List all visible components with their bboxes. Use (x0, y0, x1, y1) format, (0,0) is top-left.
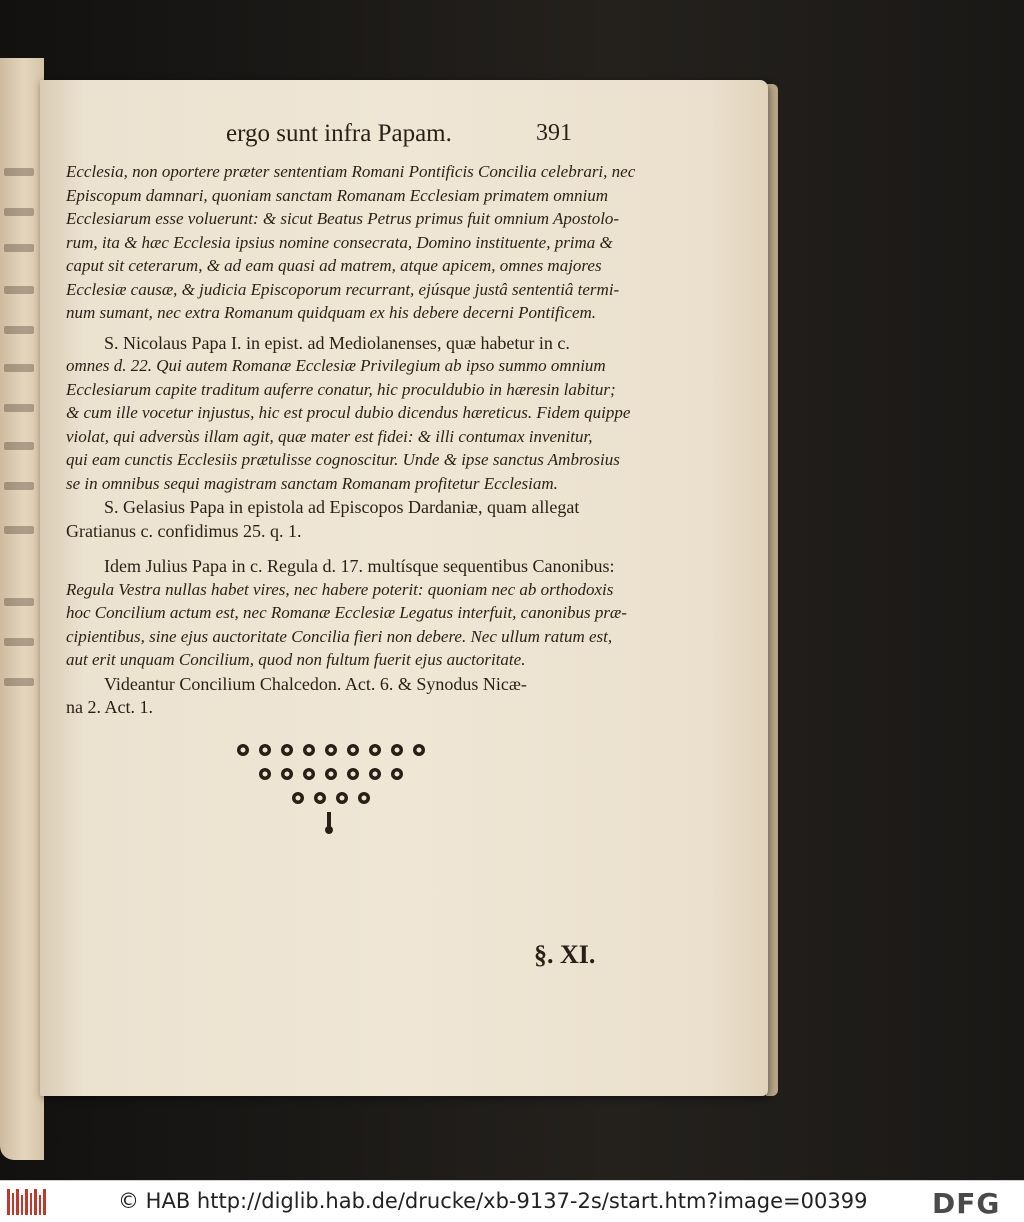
text-line: caput sit ceterarum, & ad eam quasi ad matrem, atque apicem, omnes majores (66, 256, 602, 275)
facing-page-text-fragment (4, 526, 34, 534)
text-line: rum, ita & hæc Ecclesia ipsius nomine consecrata, Domino instituente, prima & (66, 232, 613, 252)
catchword-section-mark: §. XI. (534, 940, 596, 969)
text-line: Episcopum damnari, quoniam sanctam Romanam Ecclesiam primatem omnium (66, 185, 609, 205)
text-line: hoc Concilium actum est, nec Romanæ Ecclesiæ Legatus interfuit, canonibus præ- (66, 603, 627, 622)
facing-page-edge (0, 58, 44, 1160)
facing-page-text-fragment (4, 168, 34, 176)
text-line: Idem Julius Papa in c. Regula d. 17. multísque sequentibus Canonibus: (104, 556, 615, 576)
facing-page-text-fragment (4, 404, 34, 412)
facing-page-text-fragment (4, 678, 34, 686)
text-line: Regula Vestra nullas habet vires, nec habere poterit: quoniam nec ab orthodoxis (66, 579, 614, 599)
text-line: Videantur Concilium Chalcedon. Act. 6. & Synodus Nicæ- (104, 673, 527, 694)
facing-page-text-fragment (4, 638, 34, 646)
text-line: aut erit unquam Concilium, quod non fultum fuerit ejus auctoritate. (66, 650, 526, 669)
text-line: Ecclesiarum capite traditum auferre conatur, hic proculdubio in hæresin labitur; (66, 379, 616, 399)
facing-page-text-fragment (4, 244, 34, 252)
text-line: num sumant, nec extra Romanum quidquam ex his debere decerni Pontificem. (66, 303, 597, 322)
text-line: Ecclesiarum esse voluerunt: & sicut Beatus Petrus primus fuit omnium Apostolo- (66, 209, 620, 228)
text-line: se in omnibus sequi magistram sanctam Romanam profitetur Ecclesiam. (66, 473, 558, 493)
facing-page-text-fragment (4, 286, 34, 294)
text-line: & cum ille vocetur injustus, hic est procul dubio dicendus hæreticus. Fidem quippe (66, 403, 631, 422)
page-number: 391 (536, 120, 572, 146)
dfg-logo: DFG (932, 1187, 1001, 1220)
printers-ornament-icon (233, 738, 433, 838)
text-line: S. Nicolaus Papa I. in epist. ad Mediolanenses, quæ habetur in c. (104, 332, 570, 353)
text-line: omnes d. 22. Qui autem Romanæ Ecclesiæ Privilegium ab ipso summo omnium (66, 356, 606, 375)
facing-page-text-fragment (4, 598, 34, 606)
hab-barcode-logo-icon (6, 1187, 48, 1217)
text-line: Ecclesiæ causæ, & judicia Episcoporum recurrant, ejúsque justâ sententiâ termi- (66, 279, 620, 299)
text-line: Gratianus c. confidimus 25. q. 1. (66, 520, 302, 541)
running-header: ergo sunt infra Papam. (226, 120, 452, 147)
footer-bar (0, 1180, 1024, 1222)
text-line: cipientibus, sine ejus auctoritate Concilia fieri non debere. Nec ullum ratum est, (66, 626, 613, 646)
text-line: S. Gelasius Papa in epistola ad Episcopos Dardaniæ, quam allegat (104, 497, 580, 517)
copyright-url-text: © HAB http://diglib.hab.de/drucke/xb-9137-2s/start.htm?image=00399 (118, 1189, 868, 1213)
facing-page-text-fragment (4, 364, 34, 372)
facing-page-text-fragment (4, 442, 34, 450)
facing-page-text-fragment (4, 482, 34, 490)
text-line: violat, qui adversùs illam agit, quæ mater est fidei: & illi contumax invenitur, (66, 426, 593, 446)
facing-page-text-fragment (4, 208, 34, 216)
text-line: qui eam cunctis Ecclesiis prætulisse cognoscitur. Unde & ipse sanctus Ambrosius (66, 450, 620, 469)
text-line: na 2. Act. 1. (66, 697, 153, 717)
text-line: Ecclesia, non oportere præter sententiam Romani Pontificis Concilia celebrari, nec (66, 162, 636, 181)
facing-page-text-fragment (4, 326, 34, 334)
